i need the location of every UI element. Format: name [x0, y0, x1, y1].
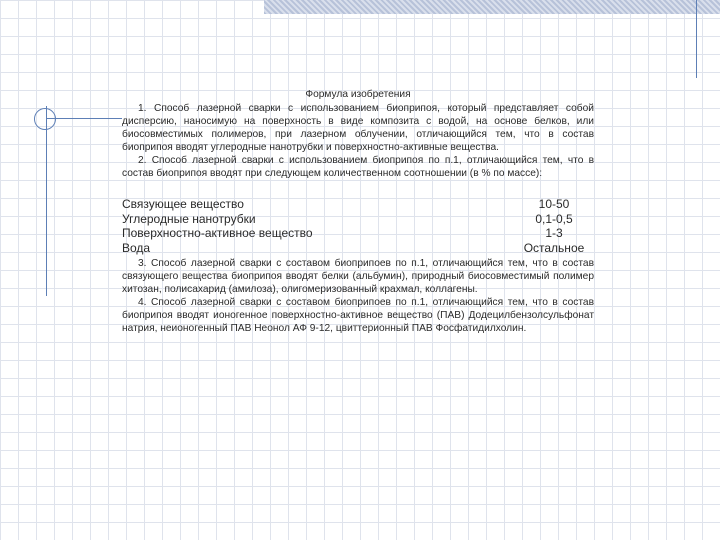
composition-row	[122, 197, 594, 212]
component-amount: 0,1-0,5	[535, 211, 573, 226]
claim-3: 3. Способ лазерной сварки с составом биоприпоев по п.1, отличающийся тем, что в состав связующего вещества биоприпоя вводят белки (альбумин), природный биосовместимый полимер хитозан, полисахарид (амилоза), олигомеризованный крахмал, коллагены.	[122, 258, 594, 295]
claim-2: 2. Способ лазерной сварки с использованием биоприпоя по п.1, отличающийся тем, что в состав биоприпоя вводят при следующем количественном соотношении (в % по массе):	[122, 155, 594, 179]
patent-claims-document	[122, 88, 594, 335]
component-amount: 1-3	[545, 226, 563, 240]
composition-row	[122, 212, 594, 227]
composition-row	[122, 226, 594, 241]
component-name: Связующее вещество	[122, 197, 244, 211]
decorative-ring	[34, 108, 56, 130]
claim-4: 4. Способ лазерной сварки с составом биоприпоев по п.1, отличающийся тем, что в состав биоприпоя вводят ионогенное поверхностно-активное вещество (ПАВ) Додецилбензолсульфонат натрия, неионогенный ПАВ Неонол АФ 9-12, цвиттерионный ПАВ Фосфатидилхолин.	[122, 297, 594, 334]
decorative-vertical-line-left	[46, 106, 47, 296]
component-name: Углеродные нанотрубки	[122, 211, 256, 226]
decorative-vertical-line-right	[696, 0, 697, 78]
component-amount: 10-50	[538, 197, 570, 211]
component-name: Поверхностно-активное вещество	[122, 226, 313, 240]
composition-row	[122, 241, 594, 256]
document-title: Формула изобретения	[305, 89, 411, 100]
claim-1: 1. Способ лазерной сварки с использованием биоприпоя, который представляет собой дисперсию, наносимую на поверхность в виде композита с водой, на основе белков, или биосовместимых полимеров, при лазерном облучении, отличающийся тем, что в состав биоприпоя вводят углеродные нанотрубки и поверхностно-активные вещества.	[122, 103, 594, 153]
decorative-horizontal-line	[46, 118, 122, 119]
header-decoration-band	[264, 0, 720, 14]
composition-table	[122, 197, 594, 255]
component-name: Вода	[122, 240, 151, 255]
component-amount: Остальное	[523, 240, 585, 255]
